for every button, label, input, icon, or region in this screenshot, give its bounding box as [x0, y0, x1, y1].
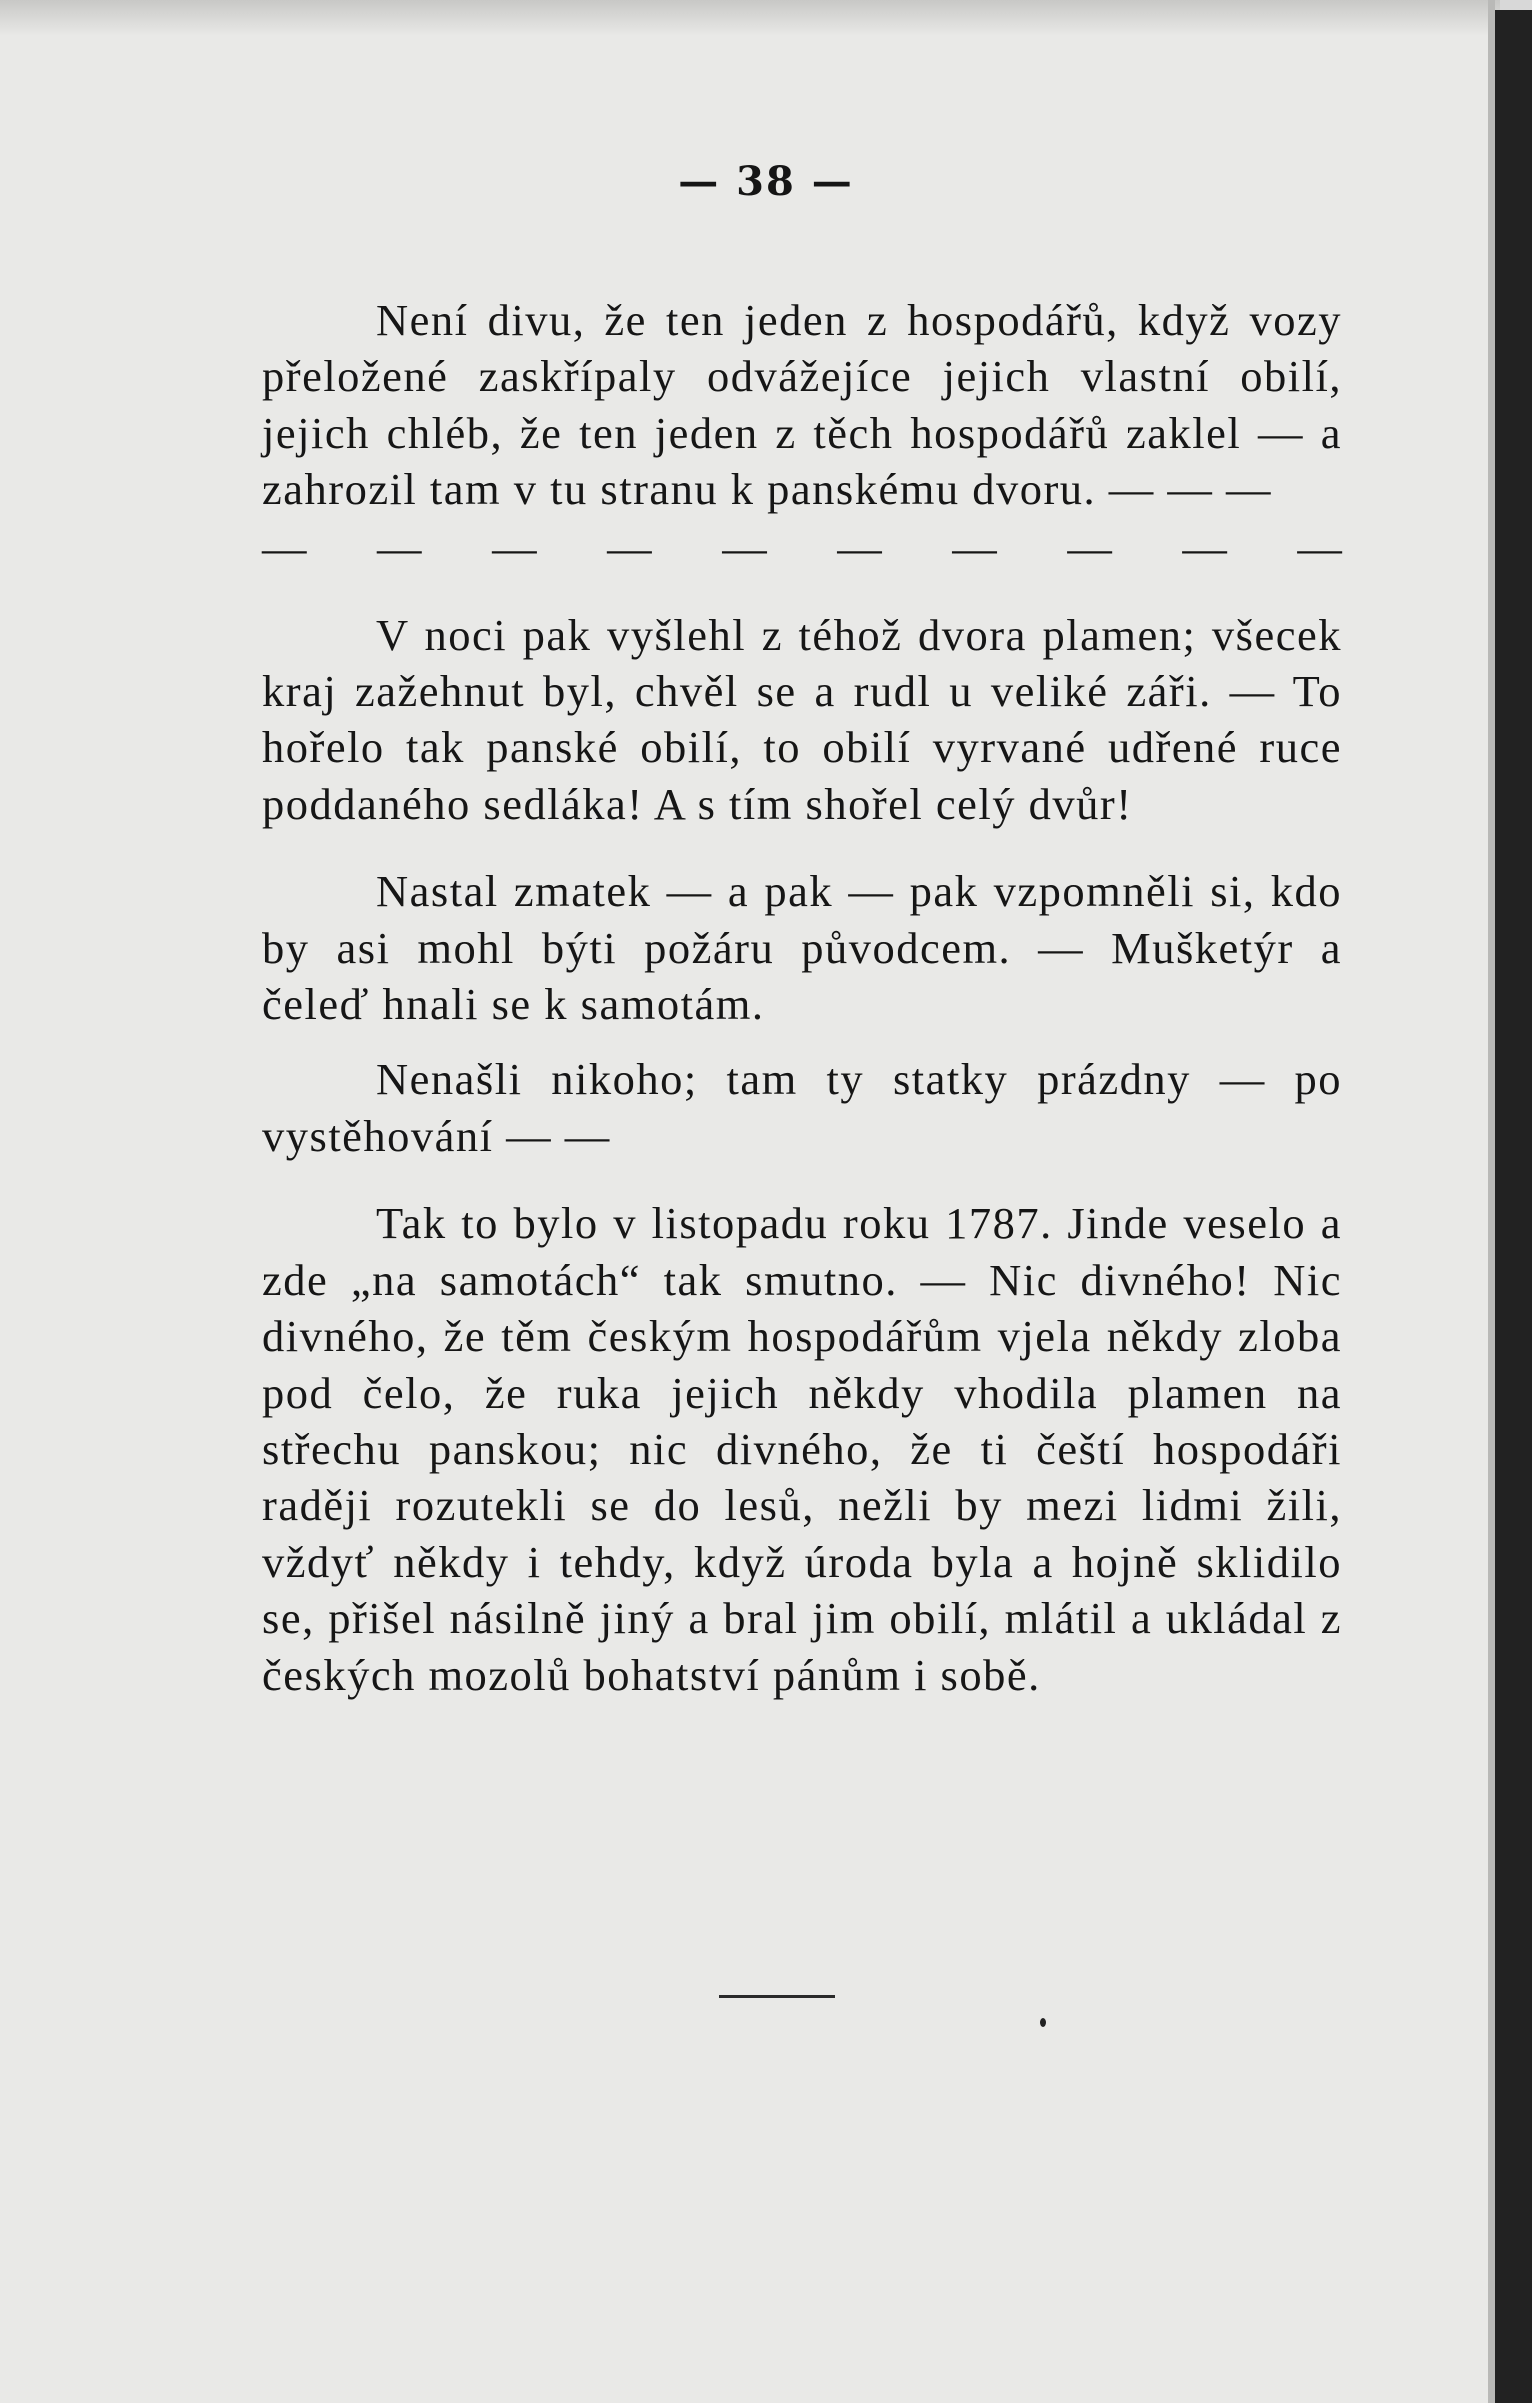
paragraph-4: Nenašli nikoho; tam ty statky prázdny — po vystěhování — —: [262, 1054, 1342, 1161]
page-number: — 38 —: [678, 158, 854, 205]
body-text: [262, 292, 1342, 1703]
page-top-shadow: [0, 0, 1500, 36]
dash: —: [722, 522, 767, 573]
dash: —: [607, 522, 652, 573]
dash: —: [492, 522, 537, 573]
dash: —: [262, 522, 307, 573]
end-rule: [719, 1995, 835, 1998]
dash: —: [837, 522, 882, 573]
page-edge-line: [1488, 0, 1495, 2403]
paragraph-3: Nastal zmatek — a pak — pak vzpomněli si, kdo by asi mohl býti požáru původcem. — Mušketýr a čeleď hnali se k samotám.: [262, 866, 1342, 1030]
dash: —: [952, 522, 997, 573]
dash: —: [1297, 522, 1342, 573]
ink-speck: [1040, 2018, 1046, 2027]
dash: —: [377, 522, 422, 573]
section-dash-separator: [262, 520, 1342, 576]
paragraph-2: V noci pak vyšlehl z téhož dvora plamen; všecek kraj zažehnut byl, chvěl se a rudl u veliké záři. — To hořelo tak panské obilí, to obilí vyrvané udřené ruce poddaného sedláka! A s tím shořel celý dvůr!: [262, 609, 1342, 829]
paragraph-5: Tak to bylo v listopadu roku 1787. Jinde veselo a zde „na samotách“ tak smutno. — Nic divného! Nic divného, že těm českým hospodářům vjela někdy zloba pod čelo, že ruka jejich někdy vhodila plamen na střechu panskou; nic divného, že ti čeští hospodáři raději rozutekli se do lesů, nežli by mezi lidmi žili, vždyť někdy i tehdy, když úroda byla a hojně sklidilo se, přišel násilně jiný a bral jim obilí, mlátil a ukládal z českých mozolů bohatství pánům i sobě.: [262, 1198, 1342, 1700]
paragraph-1: Není divu, že ten jeden z hospodářů, když vozy přeložené zaskřípaly odvážejíce jejich vlastní obilí, jejich chléb, že ten jeden z těch hospodářů zaklel — a zahrozil tam v tu stranu k panskému dvoru. — — —: [262, 295, 1342, 515]
dash: —: [1067, 522, 1112, 573]
page-edge: [1495, 10, 1532, 2403]
dash: —: [1182, 522, 1227, 573]
